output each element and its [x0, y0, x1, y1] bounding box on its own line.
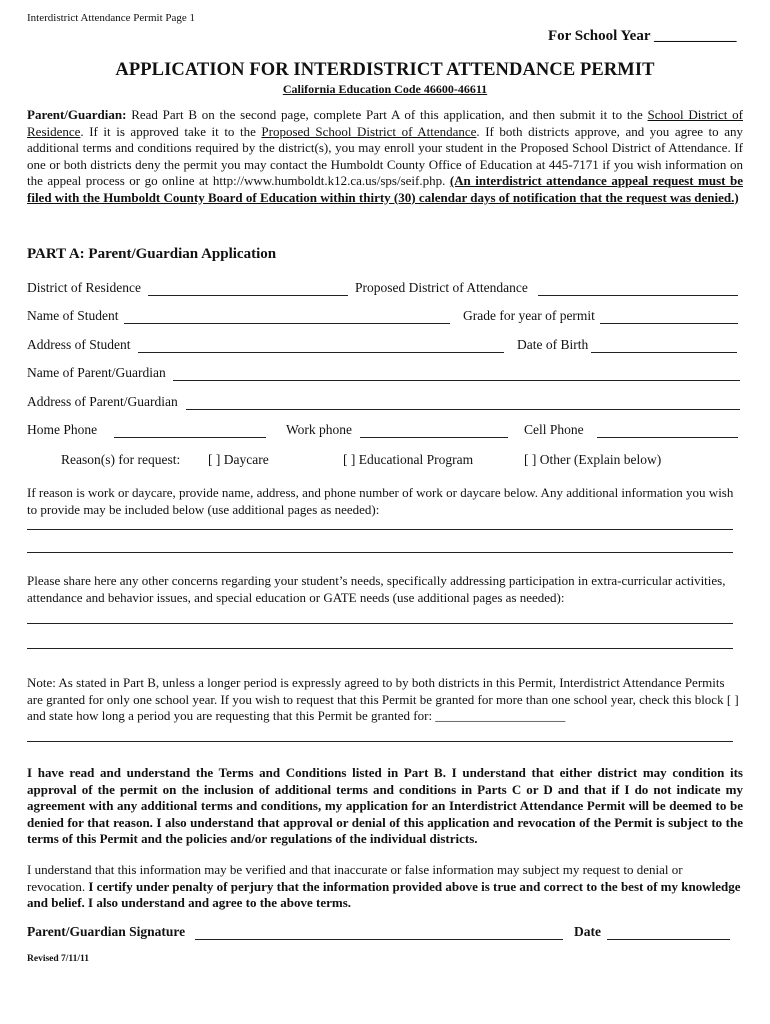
district-residence-label: District of Residence — [27, 280, 141, 295]
verification-text: I understand that this information may be verified and that inaccurate or false information may subject my request to denial or revocation. — [27, 862, 683, 894]
certification-text: I certify under penalty of perjury that the information provided above is true and correct to the best of my knowledge and belief. I also understand and agree to the above terms. — [27, 878, 741, 910]
date-label: Date — [574, 924, 601, 939]
student-name-field[interactable] — [124, 323, 450, 324]
reason-instructions: If reason is work or daycare, provide name, address, and phone number of work or daycare below. Any additional information you wish to provide may be included below (use additional pages as needed): — [27, 485, 734, 517]
date-field[interactable] — [607, 939, 730, 940]
reason-line-1[interactable] — [27, 529, 733, 530]
home-phone-label: Home Phone — [27, 422, 98, 437]
part-a-heading: PART A: Parent/Guardian Application — [27, 246, 277, 262]
district-residence-field[interactable] — [148, 295, 348, 296]
page-header-label: Interdistrict Attendance Permit Page 1 — [27, 12, 196, 24]
verification-statement — [27, 862, 743, 912]
terms-statement: I have read and understand the Terms and Conditions listed in Part B. I understand that either district may condition its approval of the permit on the inclusion of additional terms and conditions in Parts C or D and that if I do not indicate my agreement with any additional terms and conditions, my application for an Interdistrict Attendance Permit will be deemed to be denied for that reason. I also understand that approval or denial of this application and revocation of the Permit is subject to the terms of this Permit and the policies and/or regulations of the individual districts. — [27, 765, 743, 846]
intro-text-2: . If it is approved take it to the — [80, 123, 262, 139]
concerns-line-2[interactable] — [27, 648, 733, 649]
cell-phone-field[interactable] — [597, 437, 738, 438]
dob-label: Date of Birth — [517, 337, 589, 352]
duration-note: Note: As stated in Part B, unless a longer period is expressly agreed to by both districts in this Permit, Interdistrict Attendance Permits are granted for only one school year. If you wish to request that this Permit be granted for more than one school year, check this block [ ] and state how long a period you are requesting that this Permit be granted for: ____________________ — [27, 675, 739, 723]
intro-appeal-notice: (An interdistrict attendance appeal request must be filed with the Humboldt County Board of Education within thirty (30) calendar days of notification that the request was denied.) — [27, 173, 743, 205]
dob-field[interactable] — [591, 352, 737, 353]
signature-label: Parent/Guardian Signature — [27, 924, 186, 939]
work-phone-label: Work phone — [286, 422, 353, 437]
reasons-label: Reason(s) for request: — [61, 452, 181, 467]
concerns-instructions: Please share here any other concerns regarding your student’s needs, specifically addressing participation in extra-curricular activities, attendance and behavior issues, and special education or GATE needs (use additional pages as needed): — [27, 573, 726, 605]
school-year-label: For School Year ___________ — [548, 28, 737, 44]
parent-address-field[interactable] — [186, 409, 740, 410]
student-address-field[interactable] — [138, 352, 504, 353]
intro-district-attendance: Proposed School District of Attendance — [261, 123, 477, 139]
parent-name-field[interactable] — [173, 380, 740, 381]
student-address-label: Address of Student — [27, 337, 131, 352]
proposed-district-field[interactable] — [538, 295, 738, 296]
home-phone-field[interactable] — [114, 437, 266, 438]
intro-paragraph — [27, 107, 743, 206]
signature-field[interactable] — [195, 939, 563, 940]
proposed-district-label: Proposed District of Attendance — [355, 280, 528, 295]
reason-other-checkbox[interactable]: [ ] Other (Explain below) — [524, 452, 662, 467]
intro-lead: Parent/Guardian: — [27, 107, 127, 122]
duration-line[interactable] — [27, 741, 733, 742]
intro-text-3: . If both districts approve, and you agree to any additional terms and conditions required by the district(s), you may enroll your student in the Proposed School District of Attendance. If one or both districts deny the permit you may contact the Humboldt County Office of Education at 445-7171 if you wish information on the appeal process or go online at http://www.humboldt.k12.ca.us/sps/seif.php. — [27, 123, 743, 188]
revised-date: Revised 7/11/11 — [27, 954, 90, 964]
reason-line-2[interactable] — [27, 552, 733, 553]
student-name-label: Name of Student — [27, 308, 119, 323]
page-title: APPLICATION FOR INTERDISTRICT ATTENDANCE PERMIT — [115, 60, 655, 80]
intro-district-residence: School District of Residence — [27, 107, 743, 139]
reason-educational-checkbox[interactable]: [ ] Educational Program — [343, 452, 474, 467]
concerns-line-1[interactable] — [27, 623, 733, 624]
page-subtitle: California Education Code 46600-46611 — [282, 82, 488, 96]
grade-field[interactable] — [600, 323, 738, 324]
parent-name-label: Name of Parent/Guardian — [27, 365, 166, 380]
parent-address-label: Address of Parent/Guardian — [27, 394, 178, 409]
reason-daycare-checkbox[interactable]: [ ] Daycare — [208, 452, 269, 467]
cell-phone-label: Cell Phone — [524, 422, 584, 437]
work-phone-field[interactable] — [360, 437, 508, 438]
intro-text-1: Read Part B on the second page, complete Part A of this application, and then submit it to the — [126, 107, 648, 122]
grade-label: Grade for year of permit — [463, 308, 595, 323]
